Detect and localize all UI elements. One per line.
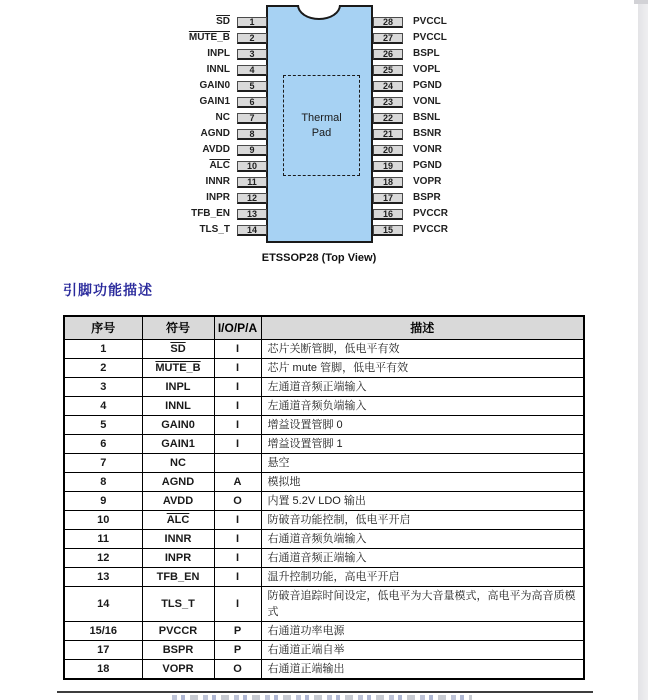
pin-label: PVCCR — [413, 224, 449, 235]
pin-number-box: 13 — [237, 209, 267, 220]
pin-label — [148, 31, 230, 45]
pin-number-box: 27 — [373, 33, 403, 44]
cell-description: 左通道音频正端输入 — [261, 377, 584, 396]
cell-symbol — [142, 510, 214, 529]
cell-description: 温升控制功能，高电平开启 — [261, 567, 584, 586]
cell-symbol: INNL — [142, 396, 214, 415]
cell-pin-number: 4 — [64, 396, 142, 415]
table-body — [64, 339, 584, 679]
pin-number-box: 2 — [237, 33, 267, 44]
pin-number-box: 15 — [373, 225, 403, 236]
cell-io: I — [214, 339, 261, 358]
cell-pin-number: 6 — [64, 434, 142, 453]
cell-description: 右通道正端输出 — [261, 659, 584, 679]
pin-number-box: 14 — [237, 225, 267, 236]
cell-symbol — [142, 358, 214, 377]
table-row — [64, 358, 584, 377]
pin-number-box: 21 — [373, 129, 403, 140]
cell-io: I — [214, 510, 261, 529]
table-row — [64, 529, 584, 548]
cell-pin-number: 2 — [64, 358, 142, 377]
table-row — [64, 453, 584, 472]
cell-description: 防破音追踪时间设定，低电平为大音量模式，高电平为高音质模式 — [261, 586, 584, 621]
cell-io — [214, 453, 261, 472]
table-row — [64, 621, 584, 640]
pin-number-box: 11 — [237, 177, 267, 188]
pin-number-box: 12 — [237, 193, 267, 204]
package-caption: ETSSOP28 (Top View) — [261, 252, 377, 264]
cell-pin-number: 14 — [64, 586, 142, 621]
cell-description: 芯片关断管脚，低电平有效 — [261, 339, 584, 358]
pin-number-box: 8 — [237, 129, 267, 140]
pin-label: PVCCL — [413, 16, 447, 27]
cell-description: 右通道正端自举 — [261, 640, 584, 659]
table-row — [64, 415, 584, 434]
table-row — [64, 339, 584, 358]
pin-number-box: 4 — [237, 65, 267, 76]
cell-symbol: NC — [142, 453, 214, 472]
cell-description: 右通道音频负端输入 — [261, 529, 584, 548]
pin-label: GAIN0 — [199, 80, 230, 91]
cell-description: 悬空 — [261, 453, 584, 472]
cell-description: 右通道功率电源 — [261, 621, 584, 640]
header-no: 序号 — [64, 316, 142, 339]
pin-number-box: 7 — [237, 113, 267, 124]
header-desc: 描述 — [261, 316, 584, 339]
table-row — [64, 548, 584, 567]
cell-io: I — [214, 415, 261, 434]
cell-symbol: INPR — [142, 548, 214, 567]
chip-diagram — [0, 0, 648, 270]
pin-label: PVCCR — [413, 208, 449, 219]
table-row — [64, 434, 584, 453]
pin-number-box: 22 — [373, 113, 403, 124]
header-sym: 符号 — [142, 316, 214, 339]
table-header-row — [64, 316, 584, 339]
cell-symbol: TLS_T — [142, 586, 214, 621]
cell-io: I — [214, 396, 261, 415]
table-row — [64, 640, 584, 659]
pin-label: NC — [215, 112, 230, 123]
pin-function-table — [63, 315, 585, 680]
cell-symbol: GAIN1 — [142, 434, 214, 453]
pin-label: BSPL — [413, 48, 440, 59]
cell-symbol: INPL — [142, 377, 214, 396]
cell-symbol: PVCCR — [142, 621, 214, 640]
pin-label: INPR — [206, 192, 230, 203]
cell-io: I — [214, 377, 261, 396]
pin-number-box: 5 — [237, 81, 267, 92]
cell-pin-number: 18 — [64, 659, 142, 679]
cell-description: 左通道音频负端输入 — [261, 396, 584, 415]
table-row — [64, 567, 584, 586]
cell-pin-number: 8 — [64, 472, 142, 491]
pin-number-box: 1 — [237, 17, 267, 28]
pin-number-box: 19 — [373, 161, 403, 172]
pin-label: INNL — [206, 64, 230, 75]
pin-label: PGND — [413, 160, 442, 171]
cell-pin-number: 5 — [64, 415, 142, 434]
cell-description: 芯片 mute 管脚，低电平有效 — [261, 358, 584, 377]
cell-io: I — [214, 548, 261, 567]
cell-symbol: AVDD — [142, 491, 214, 510]
cell-symbol: TFB_EN — [142, 567, 214, 586]
cell-description: 模拟地 — [261, 472, 584, 491]
pin-number-box: 3 — [237, 49, 267, 60]
footer-divider — [57, 691, 593, 693]
cell-io: I — [214, 567, 261, 586]
cell-pin-number: 7 — [64, 453, 142, 472]
pin-number-box: 24 — [373, 81, 403, 92]
cell-io: O — [214, 491, 261, 510]
cell-pin-number: 15/16 — [64, 621, 142, 640]
pin-label: TLS_T — [199, 224, 230, 235]
pin-label: GAIN1 — [199, 96, 230, 107]
table-row — [64, 491, 584, 510]
overline-symbol: MUTE_B — [155, 361, 201, 374]
table-row — [64, 586, 584, 621]
cell-io: I — [214, 434, 261, 453]
pin-label: TFB_EN — [191, 208, 230, 219]
table-row — [64, 659, 584, 679]
pin-number-box: 25 — [373, 65, 403, 76]
cell-io: P — [214, 640, 261, 659]
cell-symbol: VOPR — [142, 659, 214, 679]
cell-symbol: INNR — [142, 529, 214, 548]
table-row — [64, 396, 584, 415]
pin-number-box: 16 — [373, 209, 403, 220]
pin-function-table-wrap — [63, 315, 583, 680]
section-title: 引脚功能描述 — [63, 282, 153, 298]
cell-pin-number: 12 — [64, 548, 142, 567]
pin-label: PGND — [413, 80, 442, 91]
pin-number-box: 26 — [373, 49, 403, 60]
pin-number-box: 17 — [373, 193, 403, 204]
overline-symbol: $\overline{SD}$ — [170, 342, 186, 355]
cell-description: 增益设置管脚 0 — [261, 415, 584, 434]
overline-symbol: $\overline{SD}$ — [216, 16, 230, 27]
pin-label: VOPR — [413, 176, 442, 187]
cell-io: I — [214, 586, 261, 621]
cell-symbol — [142, 339, 214, 358]
cell-io: I — [214, 358, 261, 377]
cell-pin-number: 9 — [64, 491, 142, 510]
cell-io: P — [214, 621, 261, 640]
pin-label: BSNR — [413, 128, 442, 139]
cell-pin-number: 3 — [64, 377, 142, 396]
cell-description: 内置 5.2V LDO 输出 — [261, 491, 584, 510]
overline-symbol: MUTE_B — [188, 32, 230, 43]
overline-symbol: $\overline{ALC}$ — [166, 513, 190, 526]
cell-pin-number: 10 — [64, 510, 142, 529]
cell-description: 右通道音频正端输入 — [261, 548, 584, 567]
header-io: I/O/P/A — [214, 316, 261, 339]
pin-label — [148, 15, 230, 29]
pin-number-box: 23 — [373, 97, 403, 108]
pin-label: BSPR — [413, 192, 441, 203]
table-row — [64, 472, 584, 491]
cell-description: 防破音功能控制，低电平开启 — [261, 510, 584, 529]
cell-pin-number: 13 — [64, 567, 142, 586]
cell-description: 增益设置管脚 1 — [261, 434, 584, 453]
pin-label: PVCCL — [413, 32, 447, 43]
cell-symbol: GAIN0 — [142, 415, 214, 434]
pin-number-box: 9 — [237, 145, 267, 156]
pin-label: VOPL — [413, 64, 441, 75]
cell-symbol: BSPR — [142, 640, 214, 659]
table-row — [64, 510, 584, 529]
table-row — [64, 377, 584, 396]
cell-io: I — [214, 529, 261, 548]
pin-label: BSNL — [413, 112, 441, 123]
pin-number-box: 28 — [373, 17, 403, 28]
pin-number-box: 18 — [373, 177, 403, 188]
pin-label: AVDD — [202, 144, 230, 155]
page-edge-corner — [634, 0, 648, 4]
pin-label: VONL — [413, 96, 441, 107]
cell-pin-number: 1 — [64, 339, 142, 358]
pin-label — [148, 159, 230, 173]
pin-label: VONR — [413, 144, 442, 155]
pin-number-box: 6 — [237, 97, 267, 108]
pin-number-box: 20 — [373, 145, 403, 156]
overline-symbol: $\overline{ALC}$ — [209, 160, 230, 171]
cell-symbol: AGND — [142, 472, 214, 491]
thermal-pad: Thermal Pad — [283, 75, 360, 176]
cell-io: A — [214, 472, 261, 491]
cell-pin-number: 11 — [64, 529, 142, 548]
cell-io: O — [214, 659, 261, 679]
footer-clipped-text — [172, 695, 472, 700]
pin-label: AGND — [200, 128, 230, 139]
pin-number-box: 10 — [237, 161, 267, 172]
cell-pin-number: 17 — [64, 640, 142, 659]
pin-label: INNR — [205, 176, 230, 187]
page-edge-strip — [638, 0, 648, 700]
pin-label: INPL — [207, 48, 230, 59]
